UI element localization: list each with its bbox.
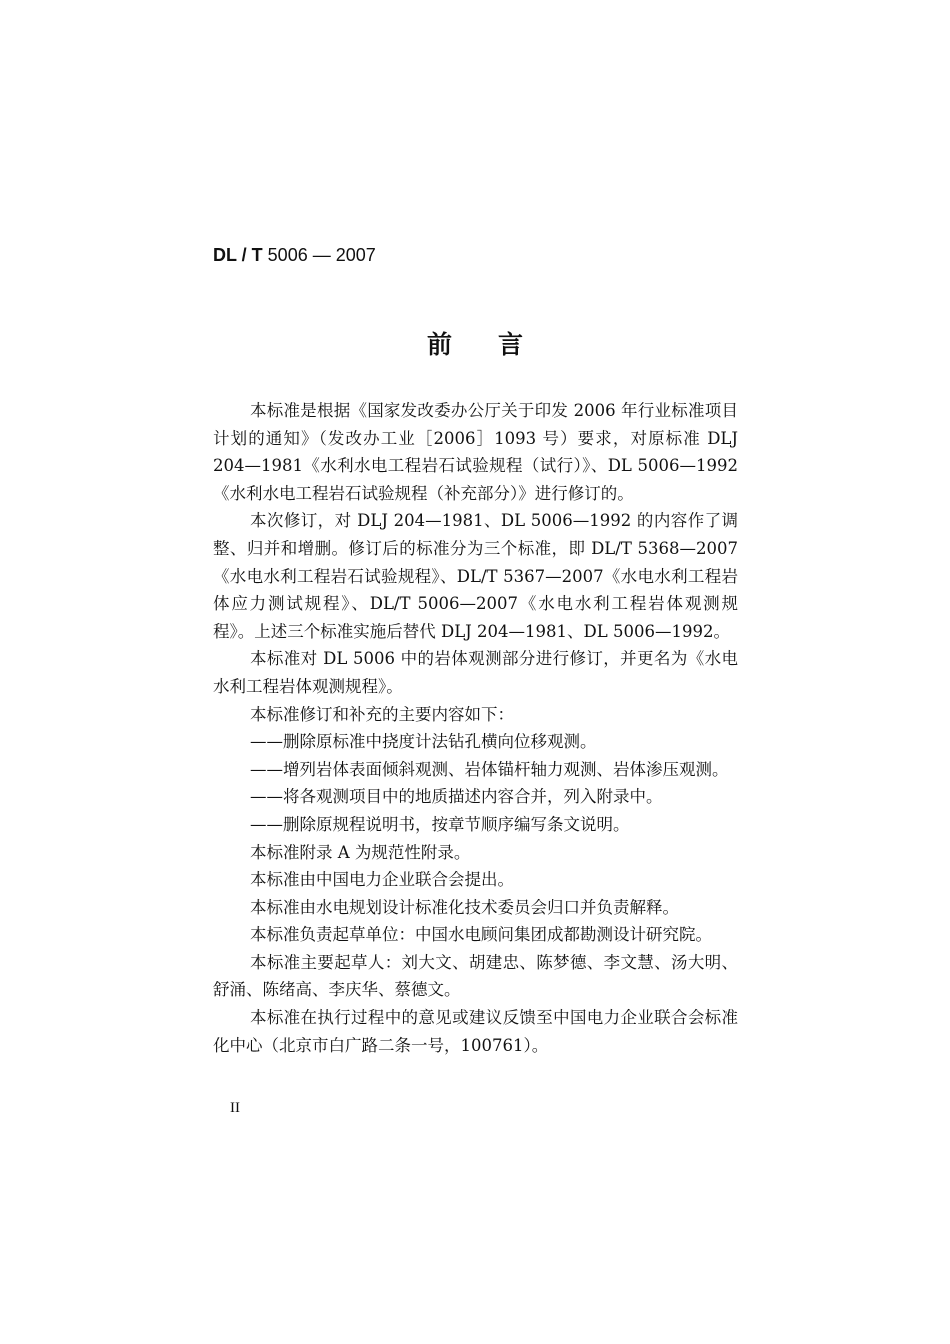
change-item: ——将各观测项目中的地质描述内容合并，列入附录中。 — [250, 787, 663, 807]
standard-code — [213, 245, 376, 266]
change-item: ——增列岩体表面倾斜观测、岩体锚杆轴力观测、岩体渗压观测。 — [250, 759, 729, 779]
paragraph-proposer: 本标准由中国电力企业联合会提出。 — [250, 870, 514, 890]
standard-code-prefix: DL / T — [213, 245, 263, 265]
paragraph-rename: 本标准对 DL 5006 中的岩体观测部分进行修订，并更名为《水电水利工程岩体观测规程》。 — [213, 649, 738, 696]
paragraph-basis: 本标准是根据《国家发改委办公厅关于印发 2006 年行业标准项目计划的通知》（发改办工业［2006］1093 号）要求，对原标准 DLJ 204—1981《水利水电工程岩石试验规程（试行）》、DL 5006—1992《水利水电工程岩石试验规程（补充部分）》进行修订的。 — [213, 401, 738, 503]
paragraph-appendix: 本标准附录 A 为规范性附录。 — [250, 842, 471, 862]
foreword-body — [213, 397, 738, 1059]
paragraph-drafting-unit: 本标准负责起草单位：中国水电顾问集团成都勘测设计研究院。 — [250, 925, 712, 945]
page-number: II — [230, 1100, 240, 1116]
page-title: 前言 — [426, 330, 569, 359]
paragraph-committee: 本标准由水电规划设计标准化技术委员会归口并负责解释。 — [250, 897, 679, 917]
paragraph-revision: 本次修订，对 DLJ 204—1981、DL 5006—1992 的内容作了调整、归并和增删。修订后的标准分为三个标准，即 DL/T 5368—2007《水电水利工程岩石试验规程》、DL/T 5367—2007《水电水利工程岩体应力测试规程》、DL/T 5006—2007《水电水利工程岩体观测规程》。上述三个标准实施后替代 DLJ 204—1981、DL 5006—1992。 — [213, 511, 738, 641]
paragraph-feedback: 本标准在执行过程中的意见或建议反馈至中国电力企业联合会标准化中心（北京市白广路二条一号，100761）。 — [213, 1008, 738, 1055]
paragraph-drafters: 本标准主要起草人：刘大文、胡建忠、陈梦德、李文慧、汤大明、舒涌、陈绪高、李庆华、蔡德文。 — [213, 952, 738, 1000]
change-item: ——删除原标准中挠度计法钻孔横向位移观测。 — [250, 732, 597, 752]
change-item: ——删除原规程说明书，按章节顺序编写条文说明。 — [250, 814, 630, 834]
standard-code-number: 5006 — 2007 — [262, 245, 376, 265]
paragraph-main-changes: 本标准修订和补充的主要内容如下： — [250, 704, 514, 724]
